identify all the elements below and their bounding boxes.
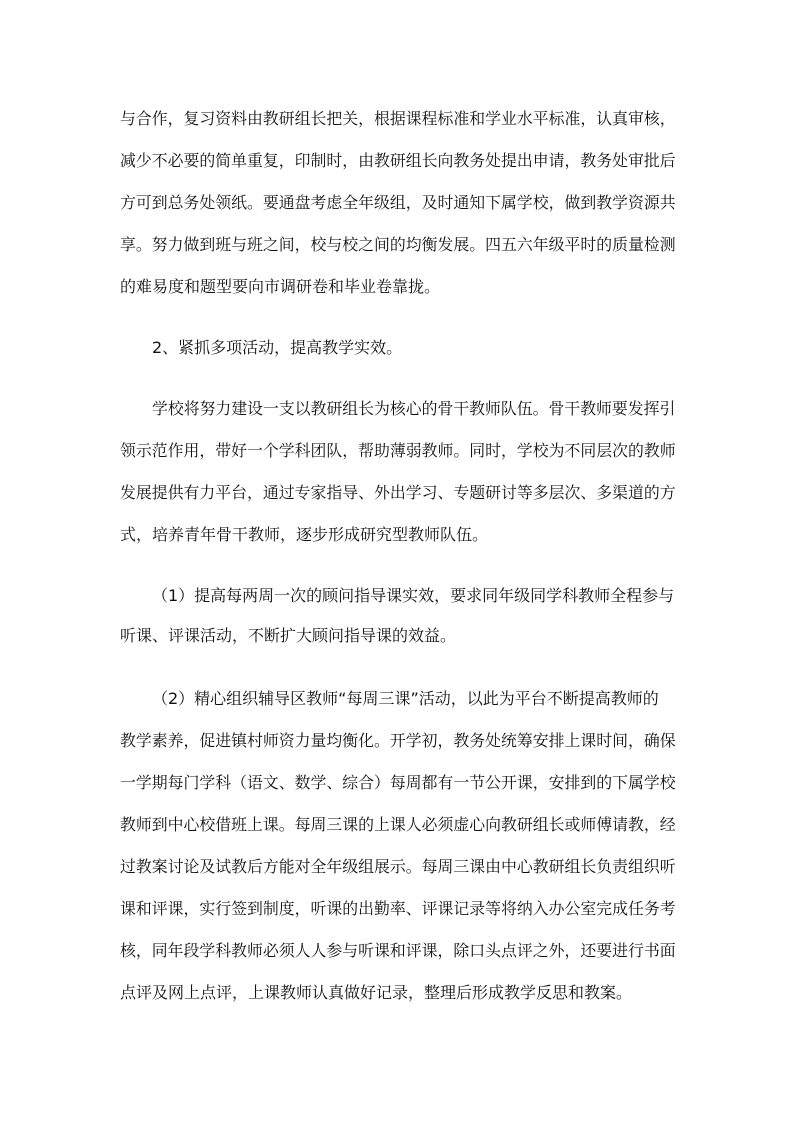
paragraph-line: 的难易度和题型要向市调研卷和毕业卷靠拢。 bbox=[120, 277, 441, 296]
paragraph-line: 点评及网上点评，上课教师认真做好记录，整理后形成教学反思和教案。 bbox=[120, 983, 633, 1002]
paragraph-line: 听课、评课活动，不断扩大顾问指导课的效益。 bbox=[120, 626, 457, 645]
paragraph-line: 与合作，复习资料由教研组长把关，根据课程标准和学业水平标准，认真审核， bbox=[120, 109, 676, 128]
paragraph-line: 核，同年段学科教师必须人人参与听课和评课，除口头点评之外，还要进行书面 bbox=[120, 941, 676, 960]
section-heading: 2、紧抓多项活动，提高教学实效。 bbox=[152, 338, 403, 357]
paragraph-line: 享。努力做到班与班之间，校与校之间的均衡发展。四五六年级平时的质量检测 bbox=[120, 235, 676, 254]
paragraph-line: （1）提高每两周一次的顾问指导课实效，要求同年级同学科教师全程参与 bbox=[152, 586, 675, 605]
paragraph-line: 教学素养，促进镇村师资力量均衡化。开学初，教务处统筹安排上课时间，确保 bbox=[120, 731, 676, 750]
paragraph-line: 学校将努力建设一支以教研组长为核心的骨干教师队伍。骨干教师要发挥引 bbox=[152, 399, 676, 418]
paragraph-line: 过教案讨论及试教后方能对全年级组展示。每周三课由中心教研组长负责组织听 bbox=[120, 857, 676, 876]
paragraph-line: 领示范作用，带好一个学科团队，帮助薄弱教师。同时，学校为不同层次的教师 bbox=[120, 441, 676, 460]
paragraph-line: 方可到总务处领纸。要通盘考虑全年级组，及时通知下属学校，做到教学资源共 bbox=[120, 193, 676, 212]
paragraph-line: 发展提供有力平台，通过专家指导、外出学习、专题研讨等多层次、多渠道的方 bbox=[120, 483, 676, 502]
paragraph-line: （2）精心组织辅导区教师“每周三课”活动，以此为平台不断提高教师的 bbox=[152, 689, 659, 708]
paragraph-line: 一学期每门学科（语文、数学、综合）每周都有一节公开课，安排到的下属学校 bbox=[120, 773, 676, 792]
paragraph-line: 教师到中心校借班上课。每周三课的上课人必须虚心向教研组长或师傅请教，经 bbox=[120, 815, 676, 834]
paragraph-line: 式，培养青年骨干教师，逐步形成研究型教师队伍。 bbox=[120, 525, 489, 544]
paragraph-line: 课和评课，实行签到制度，听课的出勤率、评课记录等将纳入办公室完成任务考 bbox=[120, 899, 676, 918]
paragraph-line: 减少不必要的简单重复，印制时，由教研组长向教务处提出申请，教务处审批后 bbox=[120, 151, 676, 170]
